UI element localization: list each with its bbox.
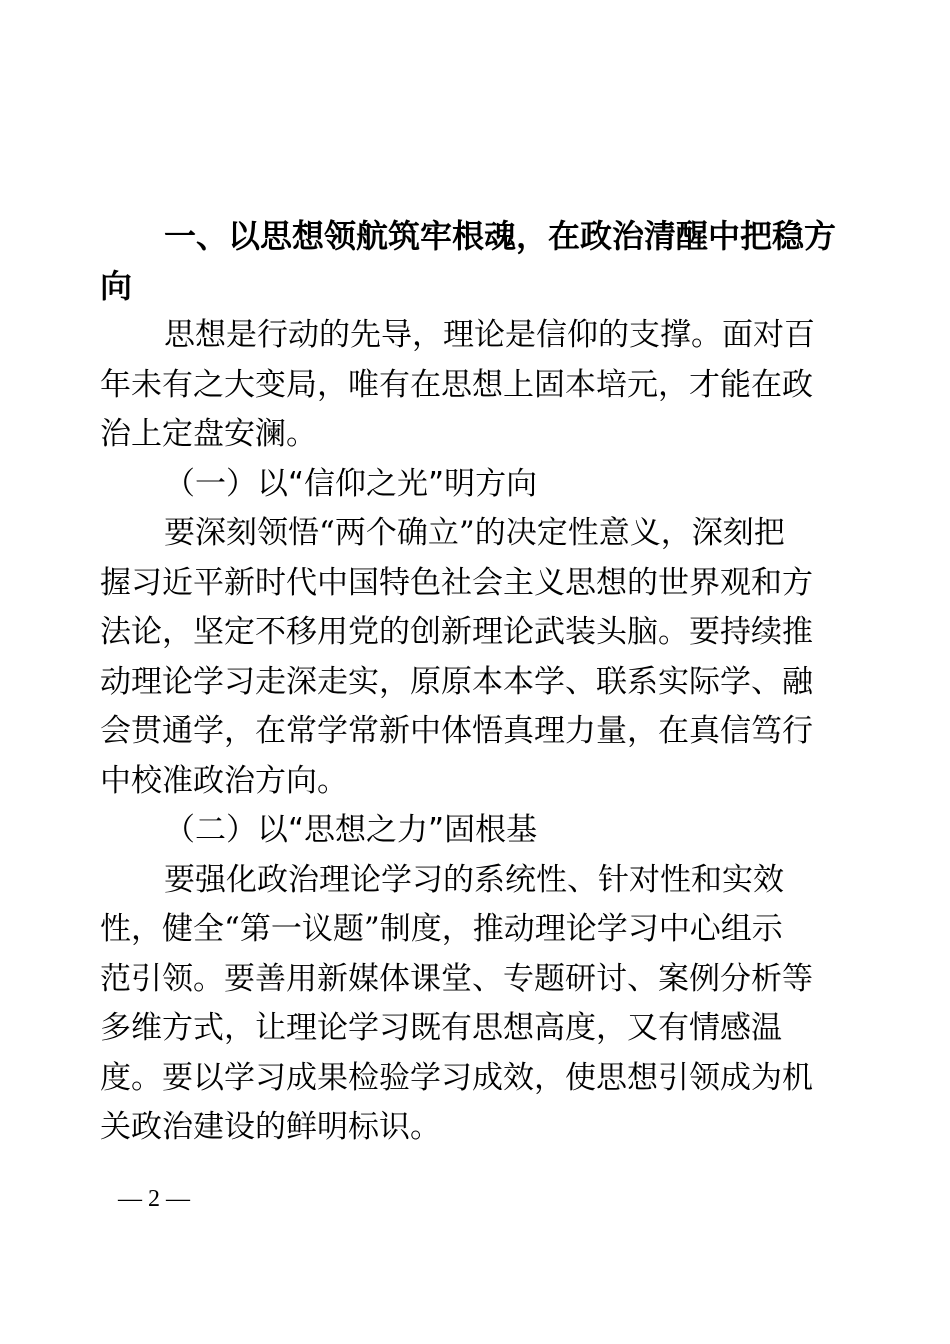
paragraph-line: 要强化政治理论学习的系统性、针对性和实效 xyxy=(164,861,784,898)
paragraph-line: 握习近平新时代中国特色社会主义思想的世界观和方 xyxy=(100,564,813,601)
subsection-heading-1: （一）以“信仰之光”明方向 xyxy=(164,465,538,502)
paragraph-line: 思想是行动的先导，理论是信仰的支撑。面对百 xyxy=(164,317,815,353)
paragraph-line: 要深刻领悟“两个确立”的决定性意义，深刻把 xyxy=(164,515,785,551)
subsection-heading-2: （二）以“思想之力”固根基 xyxy=(164,812,538,848)
paragraph-line: 多维方式，让理论学习既有思想高度，又有情感温 xyxy=(100,1010,782,1046)
section-heading-line-2: 向 xyxy=(100,266,133,305)
paragraph-line: 关政治建设的鲜明标识。 xyxy=(100,1109,441,1145)
paragraph-line: 会贯通学，在常学常新中体悟真理力量，在真信笃行 xyxy=(100,713,813,749)
paragraph-line: 动理论学习走深走实，原原本本学、联系实际学、融 xyxy=(100,663,813,700)
page-number: — 2 — xyxy=(118,1186,190,1212)
paragraph-line: 性，健全“第一议题”制度，推动理论学习中心组示 xyxy=(100,911,783,947)
document-body xyxy=(100,212,840,1153)
paragraph-line: 中校准政治方向。 xyxy=(100,762,348,799)
paragraph-line: 法论，坚定不移用党的创新理论武装头脑。要持续推 xyxy=(100,614,813,650)
section-heading-line-1: 一、以思想领航筑牢根魂，在政治清醒中把稳方 xyxy=(164,217,837,255)
paragraph-line: 治上定盘安澜。 xyxy=(100,416,317,452)
paragraph-line: 度。要以学习成果检验学习成效，使思想引领成为机 xyxy=(100,1059,813,1096)
paragraph-line: 年未有之大变局，唯有在思想上固本培元，才能在政 xyxy=(100,366,813,403)
paragraph-line: 范引领。要善用新媒体课堂、专题研讨、案例分析等 xyxy=(100,960,813,997)
